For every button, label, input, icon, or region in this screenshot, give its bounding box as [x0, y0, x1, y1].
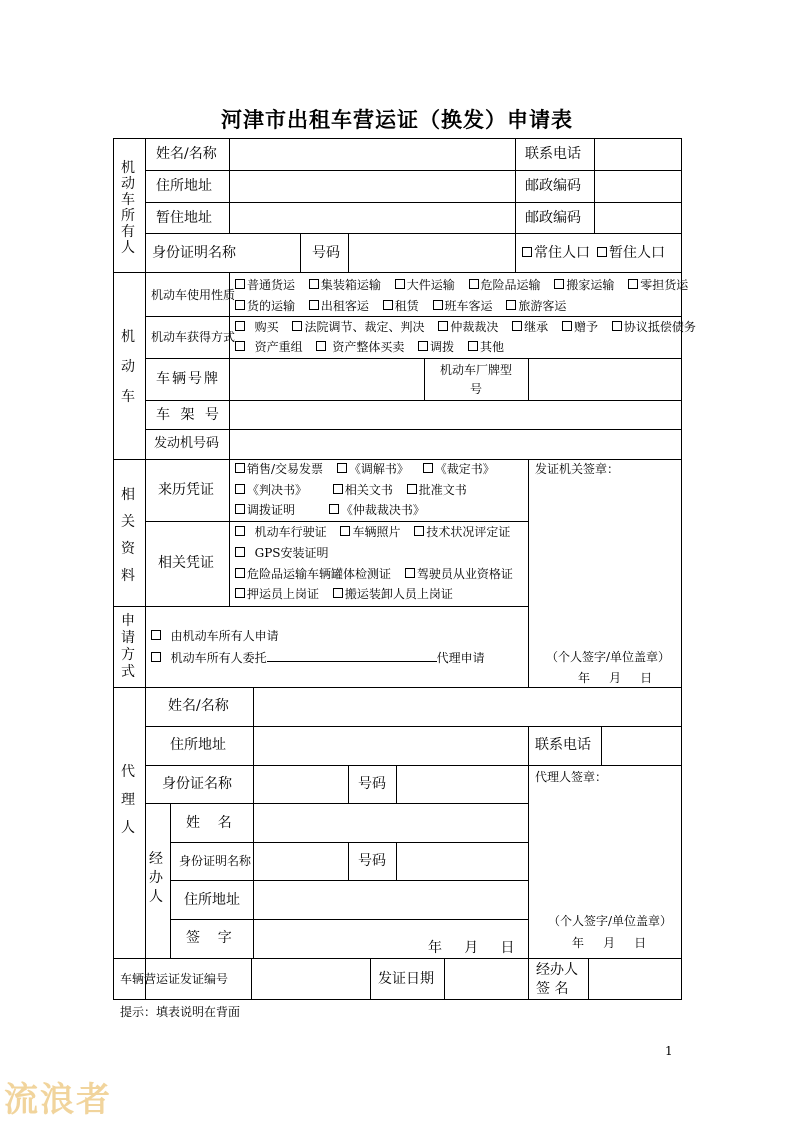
resident-checkbox[interactable]: 常住人口: [522, 245, 590, 261]
plate-label: 车辆号牌: [156, 371, 220, 387]
brand-model-label: 机动车厂牌型 号: [440, 363, 513, 396]
owner-side-label: 机动车所有人: [121, 160, 135, 256]
agent-id-type-label: 身份证名称: [162, 776, 232, 792]
watermark: 流浪者: [4, 1080, 112, 1120]
frame-field[interactable]: [231, 402, 680, 428]
origin-options-row2[interactable]: 《判决书》 相关文书 批准文书: [235, 483, 467, 497]
owner-name-field[interactable]: [231, 140, 513, 169]
owner-sign-label: （个人签字/单位盖章）: [546, 650, 671, 664]
handler-address-field[interactable]: [255, 882, 527, 918]
owner-phone-label: 联系电话: [525, 146, 581, 162]
issue-date-field[interactable]: [446, 960, 527, 999]
related-options-row4[interactable]: 押运员上岗证 搬运装卸人员上岗证: [235, 587, 453, 601]
handler-sign-date: 年 月 日: [428, 940, 515, 956]
agent-seal-area[interactable]: [530, 790, 680, 905]
owner-temp-address-label: 暂住地址: [156, 210, 212, 226]
form-title: 河津市出租车营运证（换发）申请表: [221, 107, 573, 132]
issue-date-label: 发证日期: [378, 971, 434, 987]
frame-label: 车 架 号: [156, 407, 222, 423]
agent-phone-field[interactable]: [603, 728, 680, 764]
origin-label: 来历凭证: [158, 482, 214, 498]
plate-field[interactable]: [231, 360, 422, 399]
owner-id-type-label: 身份证明名称: [152, 245, 236, 261]
origin-options-row1[interactable]: 销售/交易发票 《调解书》 《裁定书》: [235, 462, 495, 476]
handler-name-label: 姓 名: [186, 815, 232, 831]
related-options-row3[interactable]: 危险品运输车辆罐体检测证 驾驶员从业资格证: [235, 567, 513, 581]
related-options-row2[interactable]: GPS安装证明: [235, 546, 329, 560]
issuer-seal-area[interactable]: [530, 480, 680, 645]
related-label: 相关凭证: [158, 555, 214, 571]
handler-sign-label: 签 字: [186, 930, 232, 946]
issuer-seal-label: 发证机关签章：: [535, 462, 620, 476]
docs-side-label: 相 关 资 料: [121, 487, 135, 584]
owner-postcode-label: 邮政编码: [525, 178, 581, 194]
usage-label: 机动车使用性质: [151, 288, 236, 302]
agent-number-label: 号码: [358, 776, 386, 792]
handler-address-label: 住所地址: [184, 892, 240, 908]
agent-sign-label: （个人签字/单位盖章）: [548, 914, 673, 928]
handler-signature-label: 经办人签 名: [536, 962, 578, 997]
agent-seal-label: 代理人签章：: [535, 770, 608, 784]
usage-options-row2[interactable]: 货的运输 出租客运 租赁 班车客运 旅游客运: [235, 299, 566, 313]
owner-temp-postcode-label: 邮政编码: [525, 210, 581, 226]
permit-number-field[interactable]: [253, 960, 369, 999]
agent-name-field[interactable]: [255, 689, 680, 725]
origin-options-row3[interactable]: 调拨证明 《仲裁裁决书》: [235, 503, 425, 517]
vehicle-side-label: 机 动 车: [121, 329, 135, 405]
handler-id-type-label: 身份证明名称: [179, 854, 252, 868]
engine-label: 发动机号码: [154, 436, 220, 451]
agent-address-field[interactable]: [255, 728, 526, 764]
owner-address-field[interactable]: [231, 172, 513, 201]
acquire-label: 机动车获得方式: [151, 330, 236, 344]
agent-sign-date: 年 月 日: [572, 936, 647, 950]
related-options-row1[interactable]: 机动车行驶证 车辆照片 技术状况评定证: [235, 525, 510, 539]
agent-phone-label: 联系电话: [535, 737, 591, 753]
brand-model-field[interactable]: [530, 360, 680, 399]
agent-name-label: 姓名/名称: [168, 698, 229, 714]
acquire-options-row1[interactable]: 购买 法院调节、裁定、判决 仲裁裁决 继承 赠予 协议抵偿债务: [235, 320, 696, 334]
agent-address-label: 住所地址: [170, 737, 226, 753]
apply-option-owner[interactable]: 由机动车所有人申请: [151, 629, 279, 643]
owner-phone-field[interactable]: [596, 140, 680, 169]
owner-sign-date: 年 月 日: [578, 671, 653, 685]
apply-side-label: 申 请 方 式: [121, 613, 135, 680]
temp-resident-checkbox[interactable]: 暂住人口: [597, 245, 665, 261]
owner-name-label: 姓名/名称: [156, 146, 217, 162]
footnote: 提示：填表说明在背面: [120, 1005, 241, 1019]
owner-number-label: 号码: [312, 245, 340, 261]
engine-field[interactable]: [231, 431, 680, 458]
usage-options-row1[interactable]: 普通货运 集装箱运输 大件运输 危险品运输 搬家运输 零担货运: [235, 278, 688, 292]
page-number: 1: [665, 1044, 673, 1058]
owner-address-label: 住所地址: [156, 178, 212, 194]
handler-number-label: 号码: [358, 853, 386, 869]
handler-name-field[interactable]: [255, 805, 527, 841]
apply-option-agent[interactable]: 机动车所有人委托 代理申请: [151, 650, 485, 665]
handler-side-label: 经 办 人: [149, 851, 163, 905]
agent-side-label: 代 理 人: [121, 764, 135, 836]
handler-signature-field[interactable]: [590, 960, 680, 999]
acquire-options-row2[interactable]: 资产重组 资产整体买卖 调拨 其他: [235, 340, 504, 354]
permit-number-label: 车辆营运证发证编号: [120, 972, 229, 986]
